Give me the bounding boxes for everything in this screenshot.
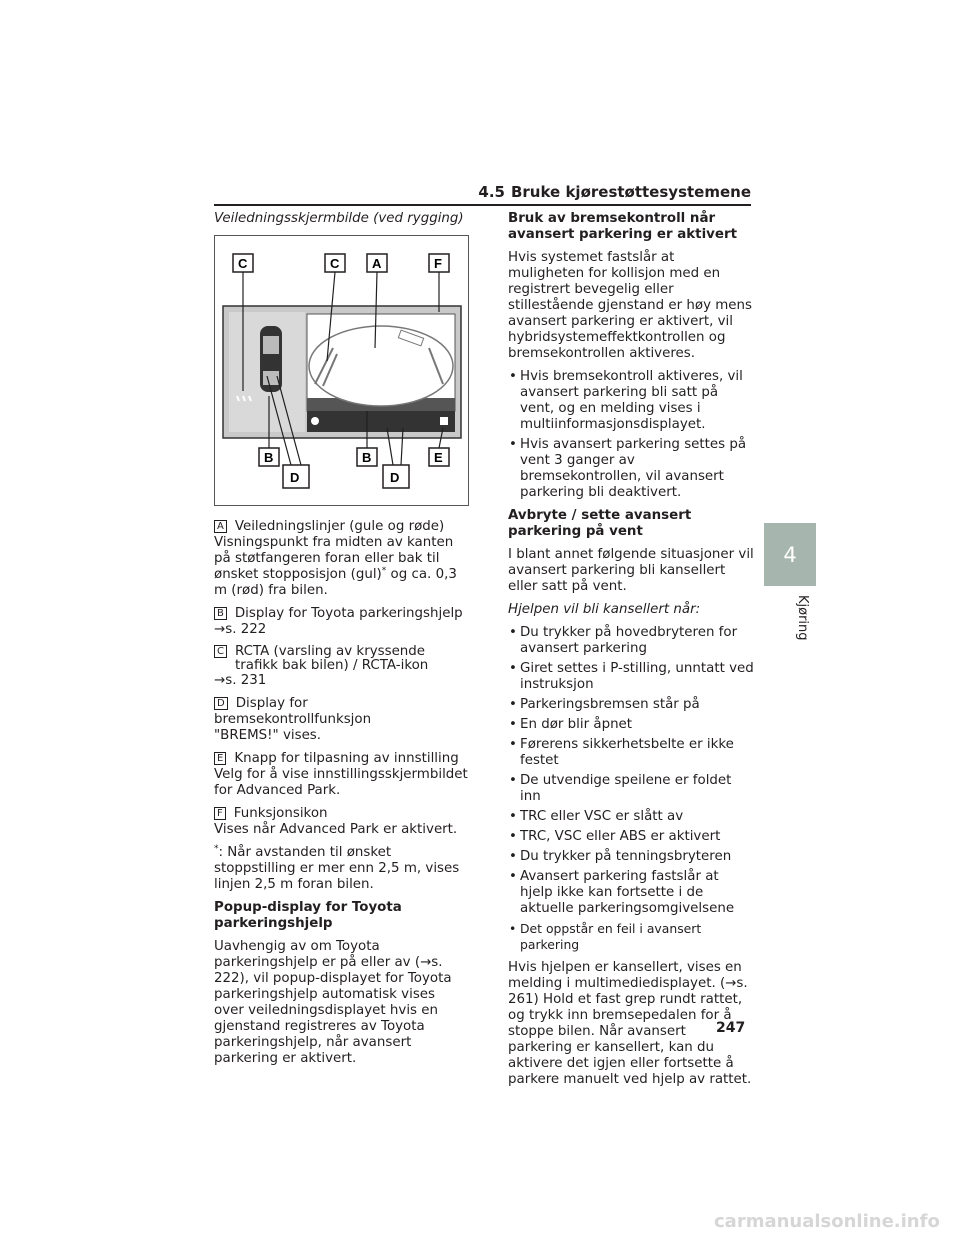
brake-body: Hvis systemet fastslår at muligheten for kollisjon med en registrert bevegelig eller stillestående gjenstand er høy mens avansert parkering er aktivert, vil hybridsystemeffektkontrollen og bremsekontrollen aktiveres.	[508, 250, 753, 361]
list-item: • Du trykker på hovedbryteren for avansert parkering	[508, 625, 754, 657]
chapter-number: 4	[783, 542, 797, 567]
figure-label-d1: D	[290, 470, 300, 485]
footnote	[214, 845, 469, 893]
item-a-body2: og ca. 0,3 m (rød) fra bilen.	[214, 567, 457, 598]
list-item: • Parkeringsbremsen står på	[508, 697, 754, 713]
page-number: 247	[716, 1020, 746, 1036]
cancel-subheading: Hjelpen vil bli kansellert når:	[508, 602, 701, 617]
right-column	[508, 211, 754, 1095]
brake-bullet-list	[508, 369, 754, 501]
section-title: Bruke kjørestøttesystemene	[510, 183, 751, 201]
figure-label-a: A	[372, 256, 382, 271]
item-f-body: Vises når Advanced Park er aktivert.	[214, 822, 458, 837]
label-badge-a: A	[214, 520, 227, 533]
section-header	[214, 180, 751, 206]
legend-item-d	[214, 696, 469, 744]
section-number: 4.5	[478, 183, 505, 201]
label-badge-b: B	[214, 607, 227, 620]
item-b-ref-link[interactable]: →s. 222	[214, 622, 267, 637]
item-d-title: Display for bremsekontrollfunksjon	[214, 696, 372, 727]
item-a-sup: *	[381, 566, 387, 576]
list-item: • De utvendige speilene er foldet inn	[508, 773, 754, 805]
brake-heading: Bruk av bremsekontroll når avansert parkering er aktivert	[508, 211, 737, 242]
watermark: carmanualsonline.info	[714, 1211, 940, 1232]
list-item: • TRC eller VSC er slått av	[508, 809, 754, 825]
label-badge-d: D	[214, 697, 228, 710]
label-badge-e: E	[214, 752, 226, 765]
label-badge-f: F	[214, 807, 226, 820]
legend-item-c	[214, 645, 469, 689]
item-d-body: "BREMS!" vises.	[214, 728, 322, 743]
cancel-body: I blant annet følgende situasjoner vil avansert parkering bli kansellert eller satt på vent.	[508, 547, 754, 594]
item-b-title: Display for Toyota parkeringshjelp	[234, 606, 463, 621]
item-e-body: Velg for å vise innstillingsskjermbildet for Advanced Park.	[214, 767, 468, 798]
left-column	[214, 211, 469, 1074]
list-item: • Det oppstår en feil i avansert parkering	[508, 921, 754, 953]
list-item: • Førerens sikkerhetsbelte er ikke festet	[508, 737, 754, 769]
list-item: • Hvis avansert parkering settes på vent 3 ganger av bremsekontrollen, vil avansert parkering bli deaktivert.	[508, 437, 754, 501]
figure-label-e: E	[434, 450, 443, 465]
figure-label-c1: C	[238, 256, 248, 271]
list-item: • Giret settes i P-stilling, unntatt ved instruksjon	[508, 661, 754, 693]
cancel-heading: Avbryte / sette avansert parkering på vent	[508, 508, 692, 539]
figure-label-f: F	[434, 256, 442, 271]
popup-heading: Popup-display for Toyota parkeringshjelp	[214, 900, 402, 931]
list-item: • Hvis bremsekontroll aktiveres, vil avansert parkering bli satt på vent, og en melding vises i multiinformasjonsdisplayet.	[508, 369, 754, 433]
guidance-screen-illustration	[215, 236, 468, 505]
chapter-tab[interactable]	[764, 523, 816, 586]
list-item: • En dør blir åpnet	[508, 717, 754, 733]
figure-caption: Veiledningsskjermbilde (ved rygging)	[214, 211, 464, 226]
figure-label-b1: B	[264, 450, 274, 465]
item-f-title: Funksjonsikon	[233, 806, 328, 821]
item-a-body: Visningspunkt fra midten av kanten på støtfangeren foran eller bak til ønsket stopposisjon (gul)	[214, 535, 454, 582]
item-a-title: Veiledningslinjer (gule og røde)	[234, 519, 445, 534]
legend-item-e	[214, 751, 469, 799]
legend-item-b	[214, 606, 469, 638]
legend-item-f	[214, 806, 469, 838]
figure-label-c2: C	[330, 256, 340, 271]
figure-label-d2: D	[390, 470, 400, 485]
figure-label-b2: B	[362, 450, 372, 465]
item-c-title: RCTA (varsling av kryssende trafikk bak bilen) / RCTA-ikon	[234, 644, 429, 673]
footnote-mark: *	[214, 844, 219, 854]
item-c-ref-link[interactable]: →s. 231	[214, 673, 267, 688]
list-item: • Du trykker på tenningsbryteren	[508, 849, 754, 865]
list-item: • TRC, VSC eller ABS er aktivert	[508, 829, 754, 845]
final-body: Hvis hjelpen er kansellert, vises en melding i multimediedisplayet. (→s. 261) Hold et fast grep rundt rattet, og trykk inn bremsepedalen for å stoppe bilen. Når avansert parkering er kansellert, kan du aktivere det igjen eller fortsette å parkere manuelt ved hjelp av rattet.	[508, 960, 752, 1087]
legend-item-a	[214, 519, 469, 599]
popup-body: Uavhengig av om Toyota parkeringshjelp er på eller av (→s. 222), vil popup-displayet for Toyota parkeringshjelp automatisk vises over veiledningsdisplayet hvis en gjenstand registreres av Toyota parkeringshjelp, når avansert parkering er aktivert.	[214, 939, 452, 1066]
item-e-title: Knapp for tilpasning av innstilling	[234, 751, 459, 766]
label-badge-c: C	[214, 645, 227, 658]
list-item: • Avansert parkering fastslår at hjelp ikke kan fortsette i de aktuelle parkeringsomgivelsene	[508, 869, 754, 917]
footnote-text: : Når avstanden til ønsket stoppstilling er mer enn 2,5 m, vises linjen 2,5 m foran bilen.	[214, 845, 460, 892]
cancel-bullet-list	[508, 625, 754, 953]
guidance-screen-figure	[214, 235, 469, 506]
chapter-title: Kjøring	[795, 595, 810, 641]
